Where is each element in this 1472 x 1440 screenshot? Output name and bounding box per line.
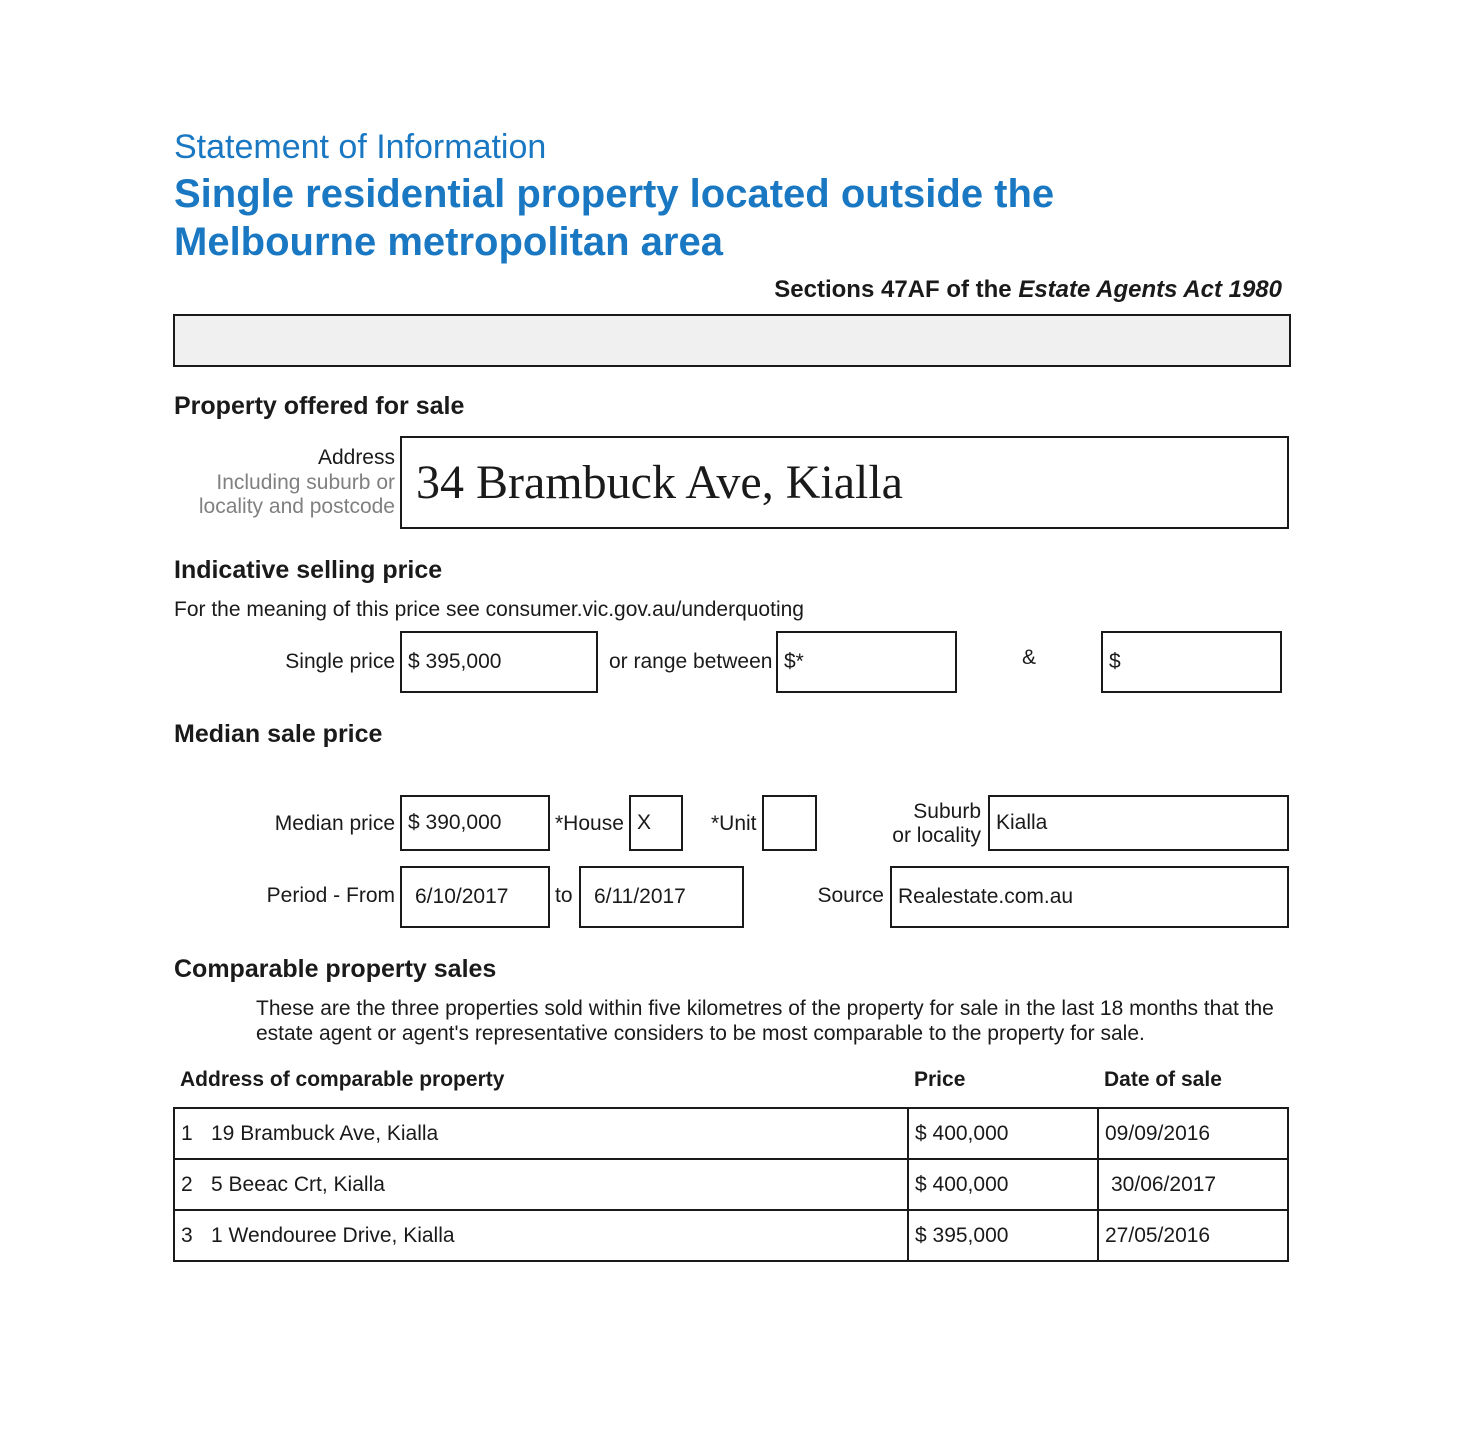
row-number: 2 bbox=[181, 1172, 193, 1196]
agent-details-box[interactable] bbox=[173, 314, 1291, 367]
suburb-value: Kialla bbox=[996, 811, 1048, 834]
indicative-price-heading: Indicative selling price bbox=[174, 556, 443, 584]
period-from-value: 6/10/2017 bbox=[415, 885, 509, 908]
suburb-label-line-2: or locality bbox=[892, 824, 981, 847]
address-field[interactable] bbox=[400, 436, 1289, 529]
comparable-price: $ 400,000 bbox=[915, 1172, 1009, 1196]
single-price-label: Single price bbox=[285, 650, 395, 673]
comparable-date-cell[interactable] bbox=[1098, 1159, 1288, 1210]
comparable-price-cell[interactable] bbox=[908, 1159, 1098, 1210]
comparable-address-cell[interactable] bbox=[174, 1108, 908, 1159]
comparable-address: 1 Wendouree Drive, Kialla bbox=[211, 1223, 455, 1247]
period-from-label: Period - From bbox=[266, 884, 395, 907]
range-to-value: $ bbox=[1109, 650, 1121, 673]
comparable-sales-table bbox=[173, 1107, 1289, 1262]
median-price-field[interactable] bbox=[400, 795, 550, 851]
comparable-date: 27/05/2016 bbox=[1105, 1223, 1211, 1247]
comparable-price-cell[interactable] bbox=[908, 1210, 1098, 1261]
comparable-address-cell[interactable] bbox=[174, 1210, 908, 1261]
source-field[interactable] bbox=[890, 866, 1289, 928]
comparable-address-cell[interactable] bbox=[174, 1159, 908, 1210]
comparable-sales-note: These are the three properties sold within five kilometres of the property for sale in the last 18 months that the estate agent or agent's representative considers to be most comparable to the property for sale. bbox=[256, 997, 1274, 1045]
comparable-price-cell[interactable] bbox=[908, 1108, 1098, 1159]
address-label: Address bbox=[317, 446, 395, 469]
property-heading: Property offered for sale bbox=[174, 392, 465, 420]
address-hint-line-1: Including suburb or bbox=[216, 471, 395, 494]
document-title: Single residential property located outside the Melbourne metropolitan area bbox=[174, 172, 1055, 264]
range-from-field[interactable] bbox=[776, 631, 957, 693]
source-label: Source bbox=[817, 884, 884, 907]
median-price-label: Median price bbox=[274, 812, 395, 835]
table-row bbox=[174, 1210, 1288, 1261]
suburb-label-line-1: Suburb bbox=[913, 800, 981, 823]
unit-label: *Unit bbox=[711, 812, 757, 835]
comparable-sales-heading: Comparable property sales bbox=[174, 955, 497, 983]
column-header-price: Price bbox=[914, 1068, 966, 1091]
comparable-price: $ 395,000 bbox=[915, 1223, 1009, 1247]
unit-checkbox[interactable] bbox=[762, 795, 817, 851]
table-row bbox=[174, 1159, 1288, 1210]
period-to-label: to bbox=[555, 884, 573, 907]
median-price-heading: Median sale price bbox=[174, 720, 383, 748]
period-to-value: 6/11/2017 bbox=[594, 885, 686, 908]
legislation-reference bbox=[774, 276, 1282, 304]
house-label: *House bbox=[555, 812, 624, 835]
period-to-field[interactable] bbox=[579, 866, 744, 928]
column-header-address: Address of comparable property bbox=[180, 1068, 505, 1091]
comparable-address: 19 Brambuck Ave, Kialla bbox=[211, 1121, 439, 1145]
table-row bbox=[174, 1108, 1288, 1159]
column-header-date: Date of sale bbox=[1104, 1068, 1222, 1091]
comparable-date: 09/09/2016 bbox=[1105, 1121, 1211, 1145]
range-from-value: $* bbox=[784, 650, 804, 673]
range-to-field[interactable] bbox=[1101, 631, 1282, 693]
price-meaning-text: For the meaning of this price see consumer.vic.gov.au/underquoting bbox=[174, 598, 804, 621]
document-kicker: Statement of Information bbox=[174, 128, 547, 166]
suburb-field[interactable] bbox=[988, 795, 1289, 851]
range-label: or range between bbox=[609, 650, 773, 673]
comparable-date: 30/06/2017 bbox=[1111, 1172, 1217, 1196]
period-from-field[interactable] bbox=[400, 866, 550, 928]
address-value: 34 Brambuck Ave, Kialla bbox=[416, 456, 903, 509]
comparable-address: 5 Beeac Crt, Kialla bbox=[211, 1172, 385, 1196]
address-hint-line-2: locality and postcode bbox=[198, 495, 395, 518]
source-value: Realestate.com.au bbox=[898, 885, 1074, 908]
median-price-value: $ 390,000 bbox=[408, 811, 502, 834]
single-price-value: $ 395,000 bbox=[408, 650, 502, 673]
single-price-field[interactable] bbox=[400, 631, 598, 693]
legislation-act: Estate Agents Act 1980 bbox=[1018, 276, 1282, 303]
legislation-prefix: Sections 47AF of the bbox=[774, 276, 1019, 303]
range-ampersand: & bbox=[1022, 646, 1037, 669]
comparable-price: $ 400,000 bbox=[915, 1121, 1009, 1145]
comparable-date-cell[interactable] bbox=[1098, 1108, 1288, 1159]
row-number: 1 bbox=[181, 1121, 193, 1145]
house-value: X bbox=[637, 811, 652, 834]
row-number: 3 bbox=[181, 1223, 193, 1247]
comparable-date-cell[interactable] bbox=[1098, 1210, 1288, 1261]
house-checkbox[interactable] bbox=[629, 795, 683, 851]
